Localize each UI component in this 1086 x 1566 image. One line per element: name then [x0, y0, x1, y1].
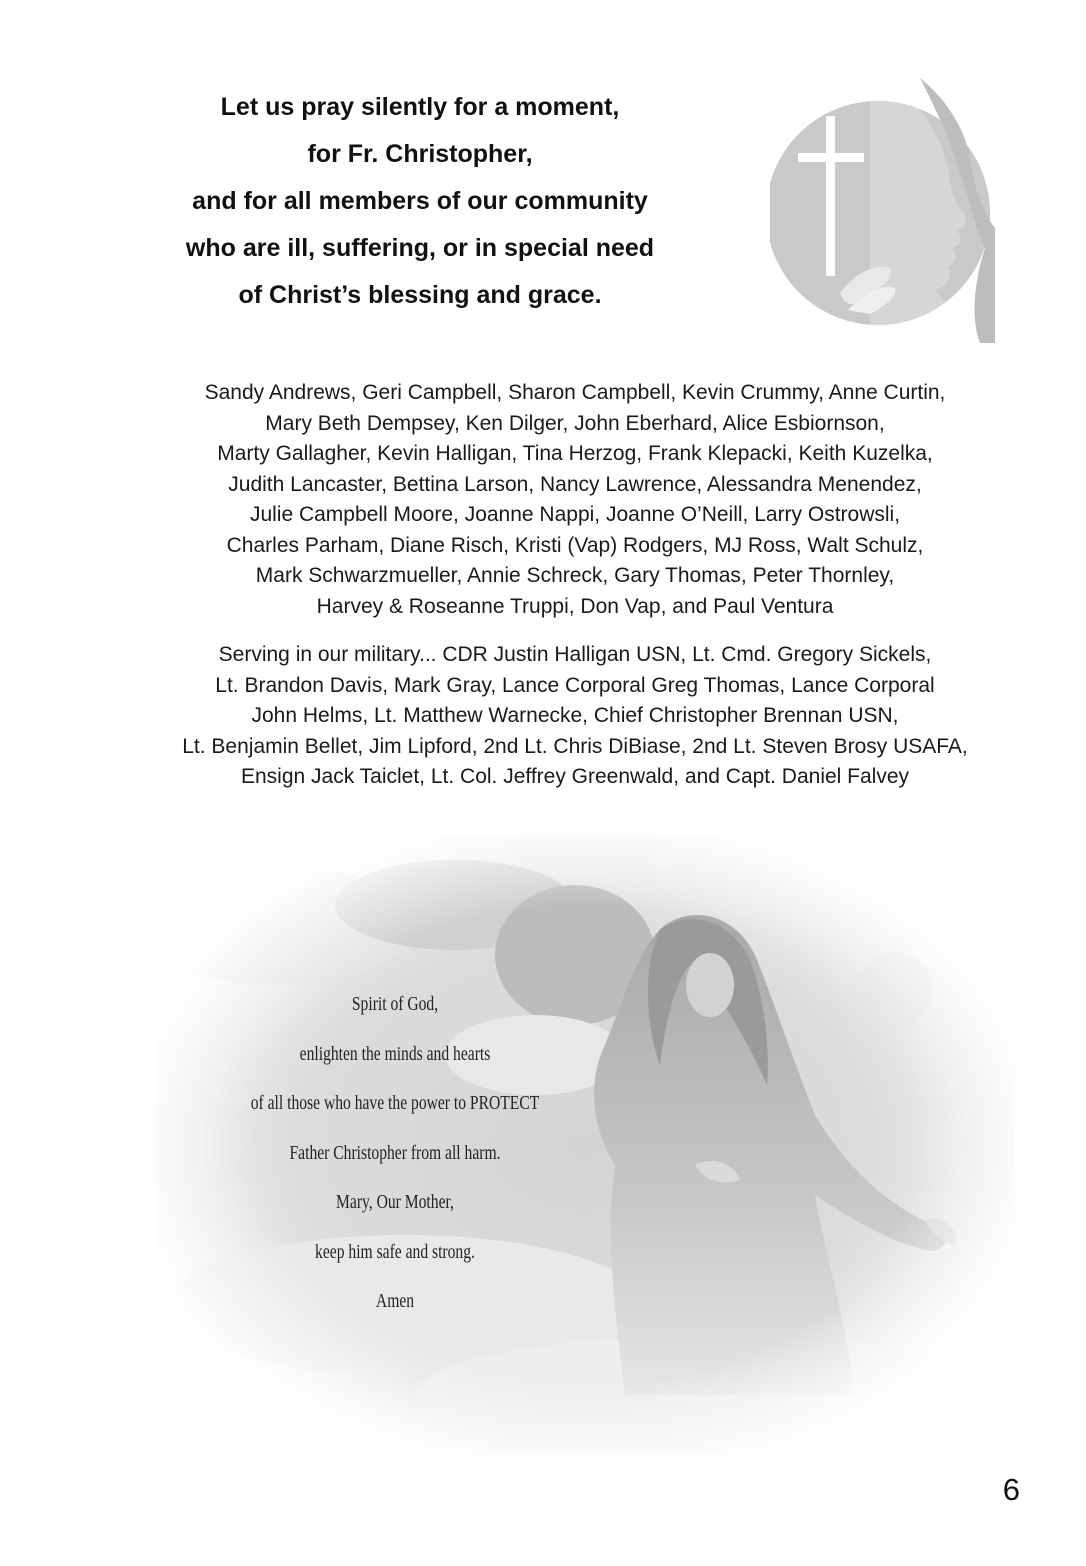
heading-line: who are ill, suffering, or in special need	[185, 234, 655, 262]
names-line: Harvey & Roseanne Truppi, Don Vap, and Paul Ventura	[316, 594, 834, 618]
military-line: Lt. Benjamin Bellet, Jim Lipford, 2nd Lt. Chris DiBiase, 2nd Lt. Steven Brosy USAFA,	[182, 734, 968, 758]
names-line: Mary Beth Dempsey, Ken Dilger, John Eberhard, Alice Esbiornson,	[265, 411, 885, 435]
prayer-line: keep him safe and strong.	[315, 1240, 475, 1263]
names-line: Julie Campbell Moore, Joanne Nappi, Joanne O’Neill, Larry Ostrowsli,	[249, 503, 901, 526]
prayer-line: of all those who have the power to PROTECT	[250, 1092, 540, 1114]
names-line: Sandy Andrews, Geri Campbell, Sharon Campbell, Kevin Crummy, Anne Curtin,	[204, 381, 946, 404]
prayer-line: Spirit of God,	[351, 993, 439, 1015]
prayer-line: Father Christopher from all harm.	[289, 1141, 501, 1164]
page-number: 6	[1002, 1472, 1020, 1507]
prayer-line: Amen	[375, 1290, 415, 1312]
names-line: Marty Gallagher, Kevin Halligan, Tina Herzog, Frank Klepacki, Keith Kuzelka,	[217, 442, 933, 465]
prayer-line: Mary, Our Mother,	[336, 1191, 454, 1213]
prayer-text	[239, 980, 551, 1327]
heading-line: and for all members of our community	[192, 187, 648, 215]
prayer-list-names	[130, 378, 1020, 622]
military-list	[130, 640, 1020, 793]
prayer-heading	[100, 84, 740, 319]
heading-line: of Christ’s blessing and grace.	[238, 281, 602, 309]
cross-praying-hands-icon	[770, 78, 1000, 343]
military-line: John Helms, Lt. Matthew Warnecke, Chief Christopher Brennan USN,	[251, 704, 899, 727]
prayer-line: enlighten the minds and hearts	[299, 1042, 491, 1065]
heading-line: Let us pray silently for a moment,	[220, 93, 620, 121]
names-line: Judith Lancaster, Bettina Larson, Nancy Lawrence, Alessandra Menendez,	[228, 472, 922, 496]
names-line: Mark Schwarzmueller, Annie Schreck, Gary Thomas, Peter Thornley,	[255, 564, 895, 587]
military-line: Ensign Jack Taiclet, Lt. Col. Jeffrey Greenwald, and Capt. Daniel Falvey	[240, 765, 910, 788]
names-line: Charles Parham, Diane Risch, Kristi (Vap) Rodgers, MJ Ross, Walt Schulz,	[226, 533, 924, 557]
heading-line: for Fr. Christopher,	[307, 140, 533, 168]
military-line: Serving in our military... CDR Justin Halligan USN, Lt. Cmd. Gregory Sickels,	[218, 643, 932, 666]
military-line: Lt. Brandon Davis, Mark Gray, Lance Corporal Greg Thomas, Lance Corporal	[215, 673, 935, 697]
